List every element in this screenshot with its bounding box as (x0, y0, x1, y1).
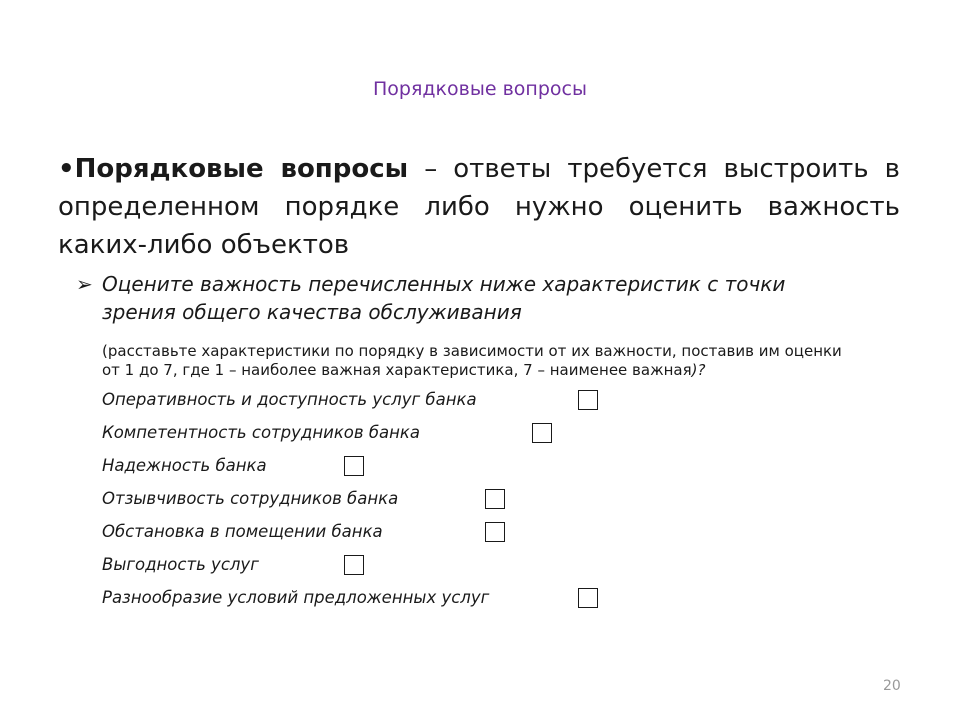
rating-item-label: Компетентность сотрудников банка (102, 423, 421, 442)
rating-checkbox[interactable] (485, 489, 505, 509)
instruction-suffix: )? (691, 361, 706, 379)
rating-checkbox[interactable] (485, 522, 505, 542)
rating-checkbox[interactable] (344, 555, 364, 575)
instruction-text (102, 342, 862, 380)
rating-item-label: Оперативность и доступность услуг банка (102, 390, 477, 409)
rating-item (102, 518, 702, 551)
rating-item (102, 551, 702, 584)
rating-item (102, 452, 702, 485)
bullet-text: – ответы требуется выстроить в определенном порядке либо нужно оценить важность каких-либо объектов (58, 154, 900, 260)
rating-checkbox[interactable] (578, 390, 598, 410)
arrow-bullet-icon: ➢ (76, 272, 93, 296)
instruction-body: (расставьте характеристики по порядку в зависимости от их важности, поставив им оценки от 1 до 7, где 1 – наиболее важная характеристика, 7 – наименее важная (102, 342, 842, 379)
rating-item (102, 485, 702, 518)
rating-item (102, 584, 702, 617)
rating-item-label: Отзывчивость сотрудников банка (102, 489, 399, 508)
question-text: Оцените важность перечисленных ниже характеристик с точки зрения общего качества обслуживания (102, 272, 786, 324)
bullet-dot: • (58, 154, 75, 184)
slide-title: Порядковые вопросы (373, 78, 587, 100)
rating-checkbox[interactable] (578, 588, 598, 608)
bullet-term: Порядковые вопросы (74, 154, 409, 184)
rating-checkbox[interactable] (344, 456, 364, 476)
rating-item-label: Обстановка в помещении банка (102, 522, 383, 541)
rating-item-label: Выгодность услуг (102, 555, 259, 574)
rating-list (102, 386, 702, 617)
rating-item (102, 419, 702, 452)
rating-checkbox[interactable] (532, 423, 552, 443)
page-number: 20 (883, 678, 901, 694)
sub-bullet (76, 270, 856, 326)
rating-item (102, 386, 702, 419)
rating-item-label: Разнообразие условий предложенных услуг (102, 588, 490, 607)
main-bullet (58, 150, 900, 264)
rating-item-label: Надежность банка (102, 456, 267, 475)
